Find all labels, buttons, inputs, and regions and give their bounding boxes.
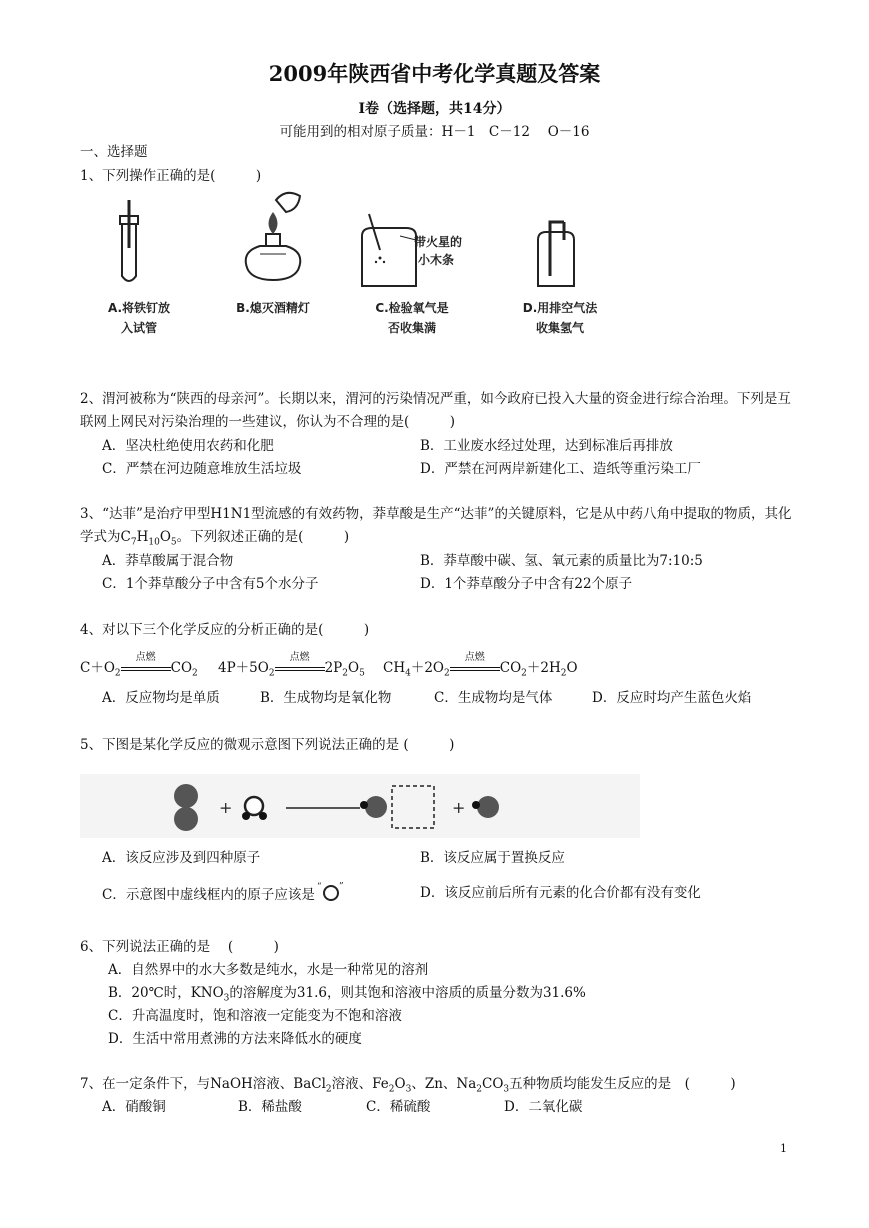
q1-caption-b: B.熄灭酒精灯 bbox=[236, 301, 310, 315]
caption-d-line2: 收集氢气 bbox=[535, 321, 584, 335]
q4-option-a: A．反应物均是单质 bbox=[102, 690, 220, 706]
q7-stem-post: 五种物质均能发生反应的是 ( ) bbox=[509, 1076, 736, 1092]
q7-option-b: B．稀盐酸 bbox=[238, 1099, 302, 1115]
page-title: 2009年陕西省中考化学真题及答案 bbox=[268, 61, 601, 86]
question-1-stem: 1、下列操作正确的是( ) bbox=[80, 168, 262, 184]
q1-caption-d bbox=[500, 298, 620, 338]
equation-1: $C+O_2$ 点燃 $CO_2$ bbox=[80, 656, 198, 679]
question-3-stem: 3、“达菲”是治疗甲型H1N1型流感的有效药物，莽草酸是生产“达菲”的关键原料，它是从中药八角中提取的物质，其化学式为$C_7H_{10}O_5$。下列叙述正确的是( ) bbox=[80, 506, 792, 548]
q4-option-d: D．反应时均产生蓝色火焰 bbox=[592, 690, 752, 706]
svg-text:”: ” bbox=[338, 882, 344, 892]
q7-option-a: A．硝酸铜 bbox=[102, 1099, 166, 1115]
q6-option-b-pre: B．20℃时，KNO bbox=[108, 985, 224, 1001]
question-2-stem: 2、渭河被称为“陕西的母亲河”。长期以来，渭河的污染情况严重，如今政府已投入大量的资金进行综合治理。下列是互联网上网民对污染治理的一些建议，你认为不合理的是( ) bbox=[80, 391, 791, 430]
q7-option-d: D．二氧化碳 bbox=[504, 1099, 583, 1115]
q3-option-a: A．莽草酸属于混合物 bbox=[102, 553, 234, 569]
q2-option-c: C．严禁在河边随意堆放生活垃圾 bbox=[102, 461, 302, 477]
caption-c-line1: C.检验氧气是 bbox=[375, 301, 449, 315]
caption-a-line1: A.将铁钉放 bbox=[107, 301, 171, 315]
q5-option-d: D．该反应前后所有元素的化合价都有没有变化 bbox=[420, 885, 701, 901]
q5-option-b: B．该反应属于置换反应 bbox=[420, 850, 565, 866]
page-number: 1 bbox=[780, 1142, 787, 1155]
q7-stem-mid1: 溶液、Fe bbox=[331, 1076, 389, 1092]
question-5-stem: 5、下图是某化学反应的微观示意图下列说法正确的是 ( ) bbox=[80, 737, 455, 753]
q1-caption-a bbox=[84, 298, 194, 338]
q2-option-d: D．严禁在河两岸新建化工、造纸等重污染工厂 bbox=[420, 461, 701, 477]
caption-d-line1: D.用排空气法 bbox=[522, 301, 598, 315]
gas-jar-splint-icon bbox=[362, 214, 416, 286]
gas-collection-bottle-icon bbox=[538, 222, 574, 286]
question-7-stem: 7、在一定条件下，与NaOH溶液、BaCl$_2$溶液、$Fe_2O_3$、Zn、$Na_2CO_3$五种物质均能发生反应的是 ( ) bbox=[80, 1076, 736, 1095]
svg-text:“: “ bbox=[316, 882, 322, 892]
equation-2-condition: 点燃 bbox=[289, 652, 310, 663]
q1-caption-c bbox=[352, 298, 472, 338]
question-4-stem: 4、对以下三个化学反应的分析正确的是( ) bbox=[80, 622, 370, 638]
splint-label-line2: 小木条 bbox=[418, 253, 455, 267]
caption-a-line2: 入试管 bbox=[120, 321, 157, 335]
equation-1-condition: 点燃 bbox=[135, 652, 156, 663]
q4-option-b: B．生成物均是氧化物 bbox=[260, 690, 392, 706]
q3-stem-post: 。下列叙述正确的是( ) bbox=[176, 529, 350, 545]
section-subtitle: Ⅰ卷（选择题，共14分） bbox=[358, 101, 511, 117]
q5-option-a: A．该反应涉及到四种原子 bbox=[102, 850, 261, 866]
equation-2: $4P+5O_2$ 点燃 $2P_2O_5$ bbox=[218, 656, 365, 679]
q3-option-d: D．1个莽草酸分子中含有22个原子 bbox=[420, 576, 633, 592]
atom-ring-icon bbox=[315, 881, 347, 903]
q6-option-a: A．自然界中的水大多数是纯水，水是一种常见的溶剂 bbox=[108, 962, 429, 978]
q5-option-c bbox=[102, 881, 347, 903]
test-tube-icon bbox=[120, 200, 138, 281]
q5-option-c-text: C．示意图中虚线框内的原子应该是 bbox=[102, 887, 315, 903]
q6-option-d: D．生活中常用煮沸的方法来降低水的硬度 bbox=[108, 1031, 362, 1047]
q6-option-b-post: 的溶解度为31.6，则其饱和溶液中溶质的质量分数为31.6% bbox=[229, 985, 586, 1001]
q7-option-c: C．稀硫酸 bbox=[366, 1099, 431, 1115]
equation-3-condition: 点燃 bbox=[464, 652, 485, 663]
q6-option-c: C．升高温度时，饱和溶液一定能变为不饱和溶液 bbox=[108, 1008, 402, 1024]
caption-c-line2: 否收集满 bbox=[387, 321, 436, 335]
section-heading: 一、选择题 bbox=[80, 144, 148, 160]
plus-sign-2: + bbox=[452, 798, 466, 817]
q7-stem-mid2: 、Zn、Na bbox=[411, 1076, 477, 1092]
q7-stem-pre: 7、在一定条件下，与NaOH溶液、BaCl bbox=[80, 1076, 326, 1092]
atomic-masses: 可能用到的相对原子质量：H－1 C－12 O－16 bbox=[279, 124, 590, 140]
q2-option-b: B．工业废水经过处理，达到标准后再排放 bbox=[420, 438, 673, 454]
question-6-stem: 6、下列说法正确的是 ( ) bbox=[80, 939, 279, 955]
q2-option-a: A．坚决杜绝使用农药和化肥 bbox=[102, 438, 274, 454]
alcohol-lamp-icon bbox=[246, 193, 301, 280]
q3-stem-pre: 3、“达菲”是治疗甲型H1N1型流感的有效药物，莽草酸是生产“达菲”的关键原料，它是从中药八角中提取的物质，其化学式为C bbox=[80, 506, 792, 545]
q6-option-b: B．20℃时，$KNO_3$的溶解度为31.6，则其饱和溶液中溶质的质量分数为31.6% bbox=[108, 985, 586, 1004]
q5-reaction-diagram bbox=[80, 772, 640, 840]
equation-3: $CH_4+2O_2$ 点燃 $CO_2+2H_2O$ bbox=[383, 656, 578, 679]
splint-label-line1: 带火星的 bbox=[414, 235, 463, 249]
q3-option-b: B．莽草酸中碳、氢、氧元素的质量比为7:10:5 bbox=[420, 553, 703, 569]
q4-option-c: C．生成物均是气体 bbox=[434, 690, 553, 706]
plus-sign-1: + bbox=[219, 798, 233, 817]
q3-option-c: C．1个莽草酸分子中含有5个水分子 bbox=[102, 576, 319, 592]
